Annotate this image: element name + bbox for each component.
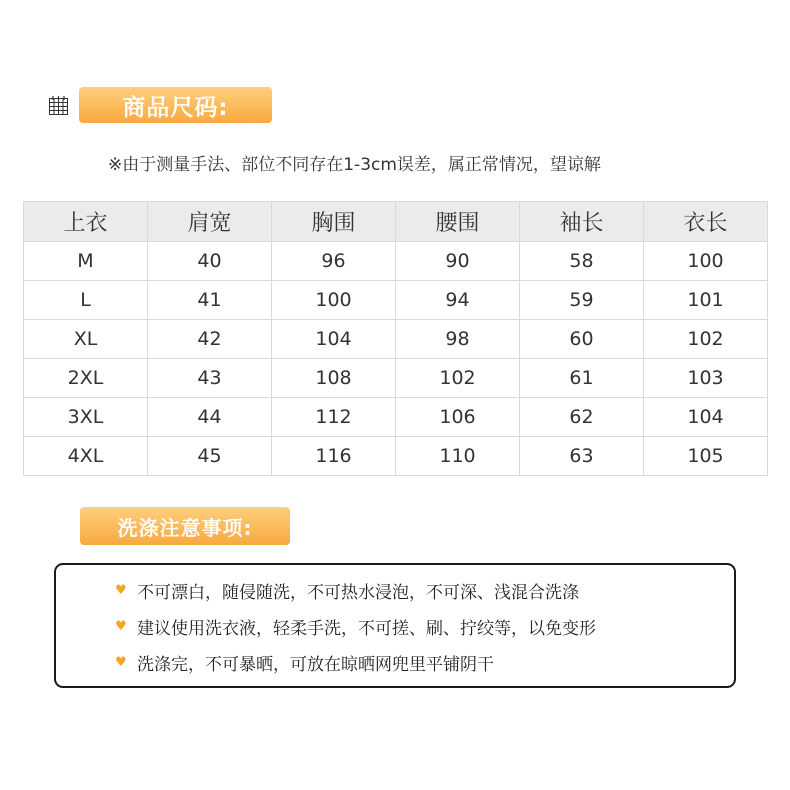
table-cell: 60 [520, 320, 644, 359]
table-cell: 104 [272, 320, 396, 359]
size-section-title: 商品尺码: [79, 87, 272, 123]
table-cell: 106 [396, 398, 520, 437]
table-cell: 100 [644, 242, 768, 281]
table-cell: 58 [520, 242, 644, 281]
table-cell: 45 [148, 437, 272, 476]
table-header-row [24, 202, 768, 242]
table-cell: 96 [272, 242, 396, 281]
table-cell: 43 [148, 359, 272, 398]
table-row [24, 281, 768, 320]
care-item [115, 578, 579, 603]
table-cell: 100 [272, 281, 396, 320]
table-cell: 105 [644, 437, 768, 476]
size-table [23, 201, 768, 476]
table-cell: 4XL [24, 437, 148, 476]
column-header-top: 上衣 [24, 202, 148, 242]
table-row [24, 320, 768, 359]
table-cell: 112 [272, 398, 396, 437]
table-row [24, 398, 768, 437]
heart-icon: ♥ [115, 655, 127, 670]
table-cell: 94 [396, 281, 520, 320]
care-item [115, 614, 596, 639]
table-cell: 110 [396, 437, 520, 476]
table-cell: 108 [272, 359, 396, 398]
table-cell: 103 [644, 359, 768, 398]
table-cell: 59 [520, 281, 644, 320]
table-cell: 104 [644, 398, 768, 437]
care-item-text: 建议使用洗衣液，轻柔手洗，不可搓、刷、拧绞等，以免变形 [137, 619, 596, 639]
column-header-length: 衣长 [644, 202, 768, 242]
table-cell: 41 [148, 281, 272, 320]
table-cell: 63 [520, 437, 644, 476]
table-cell: 3XL [24, 398, 148, 437]
care-section-title: 洗涤注意事项: [80, 507, 290, 545]
table-cell: 2XL [24, 359, 148, 398]
heart-icon: ♥ [115, 619, 127, 634]
care-item-text: 洗涤完，不可暴晒，可放在晾晒网兜里平铺阴干 [137, 655, 494, 675]
table-cell: 62 [520, 398, 644, 437]
table-row [24, 437, 768, 476]
grid-icon [49, 96, 68, 115]
table-cell: 102 [396, 359, 520, 398]
care-item-text: 不可漂白，随侵随洗，不可热水浸泡，不可深、浅混合洗涤 [137, 583, 579, 603]
care-item [115, 650, 494, 675]
measurement-note: ※由于测量手法、部位不同存在1-3cm误差，属正常情况，望谅解 [108, 155, 601, 175]
table-cell: 44 [148, 398, 272, 437]
table-cell: 98 [396, 320, 520, 359]
column-header-sleeve: 袖长 [520, 202, 644, 242]
column-header-waist: 腰围 [396, 202, 520, 242]
table-cell: 90 [396, 242, 520, 281]
table-row [24, 242, 768, 281]
table-cell: 101 [644, 281, 768, 320]
column-header-chest: 胸围 [272, 202, 396, 242]
table-cell: L [24, 281, 148, 320]
table-cell: 40 [148, 242, 272, 281]
column-header-shoulder: 肩宽 [148, 202, 272, 242]
table-cell: 102 [644, 320, 768, 359]
table-cell: 116 [272, 437, 396, 476]
table-cell: 42 [148, 320, 272, 359]
table-cell: M [24, 242, 148, 281]
heart-icon: ♥ [115, 583, 127, 598]
table-cell: 61 [520, 359, 644, 398]
table-cell: XL [24, 320, 148, 359]
table-row [24, 359, 768, 398]
